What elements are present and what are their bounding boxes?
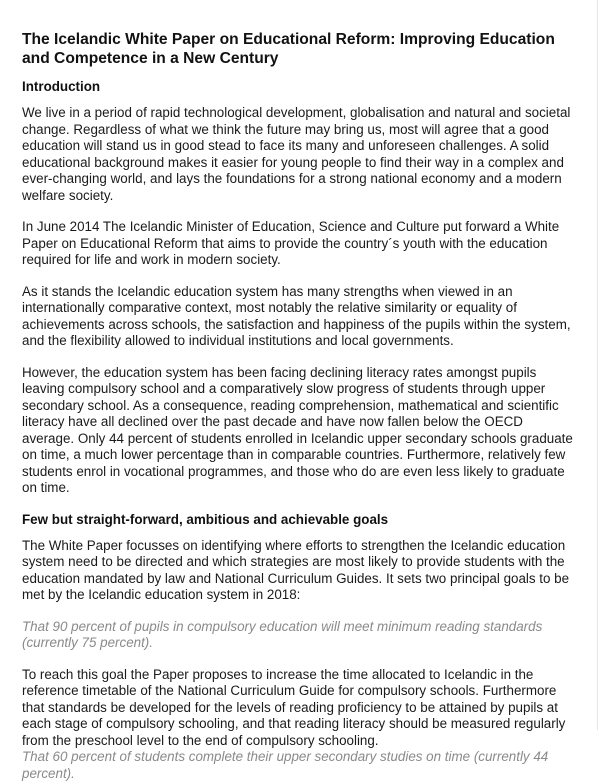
section-heading-goals: Few but straight-forward, ambitious and achievable goals (22, 511, 389, 527)
document-title: The Icelandic White Paper on Educational Reform: Improving Education and Competence in a New Century (22, 31, 555, 67)
paragraph: The White Paper focusses on identifying where efforts to strengthen the Icelandic education system need to be directed and which strategies are most likely to provide students with the education mandated by law and National Curriculum Guides. It sets two principal goals to be met by the Icelandic education system in 2018: (22, 537, 570, 602)
goal-statement-graduation: That 60 percent of students complete their upper secondary studies on time (currently 44 percent). (22, 749, 549, 781)
paragraph: To reach this goal the Paper proposes to increase the time allocated to Icelandic in the reference timetable of the National Curriculum Guide for compulsory schools. Furthermore that standards be developed for the levels of reading proficiency to be attained by pupils at each stage of compulsory schooling, and that reading literacy should be measured regularly from the preschool level to the end of compulsory schooling. (22, 666, 566, 748)
paragraph: We live in a period of rapid technological development, globalisation and natural and societal change. Regardless of what we think the future may bring us, most will agree that a good education will stand us in good stead to face its many and unforeseen challenges. A solid educational background makes it easier for young people to find their way in a complex and ever-changing world, and lays the foundations for a strong national economy and a modern welfare society. (22, 105, 571, 203)
goal-statement-reading: That 90 percent of pupils in compulsory education will meet minimum reading standards (currently 75 percent). (22, 618, 543, 650)
page-edge-divider (597, 0, 598, 730)
paragraph: As it stands the Icelandic education system has many strengths when viewed in an internationally comparative context, most notably the relative similarity or equality of achievements across schools, the satisfaction and happiness of the pupils within the system, and the flexibility allowed to individual institutions and local governments. (22, 283, 571, 348)
section-heading-introduction: Introduction (22, 79, 101, 94)
paragraph: However, the education system has been facing declining literacy rates amongst pupils leaving compulsory school and a comparatively slow progress of students through upper secondary school. As a consequence, reading comprehension, mathematical and scientific literacy have all declined over the past decade and have now fallen below the OECD average. Only 44 percent of students enrolled in Icelandic upper secondary schools graduate on time, a much lower percentage than in comparable countries. Furthermore, relatively few students enrol in vocational programmes, and those who do are even less likely to graduate on time. (22, 364, 573, 495)
paragraph: In June 2014 The Icelandic Minister of Education, Science and Culture put forward a White Paper on Educational Reform that aims to provide the country´s youth with the education required for life and work in modern society. (22, 219, 560, 267)
